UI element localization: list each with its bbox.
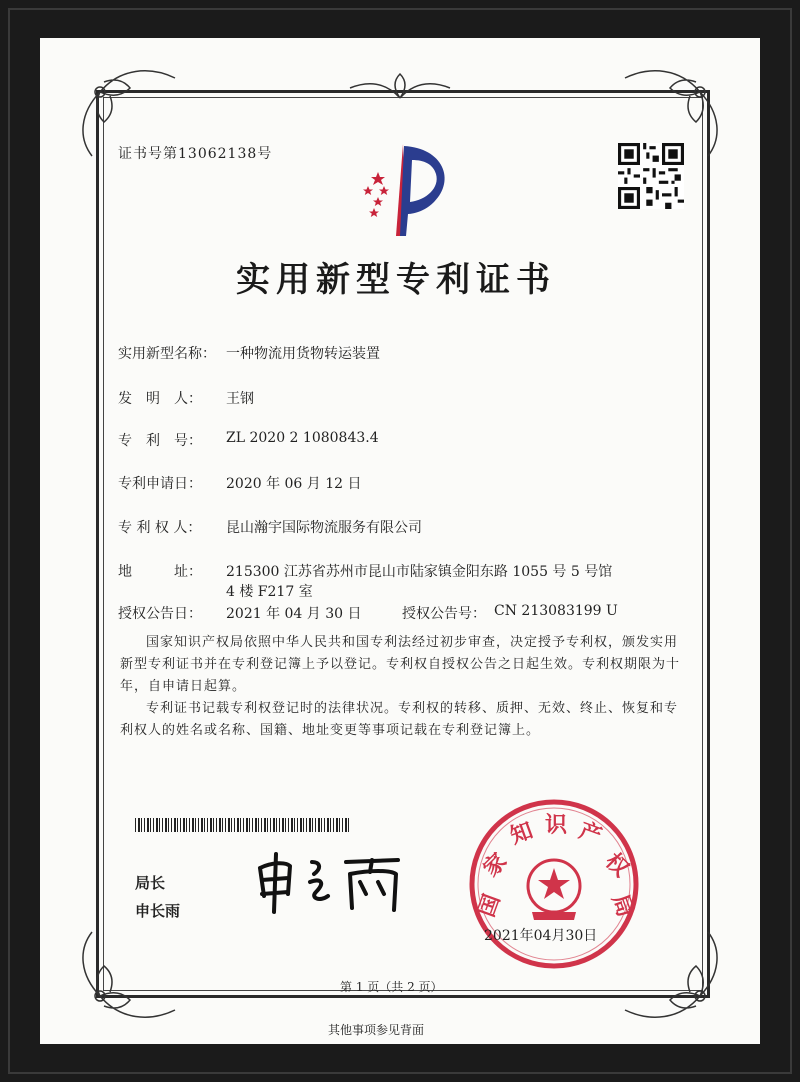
- name-label: 实用新型名称：: [118, 346, 216, 362]
- address-line1: 215300 江苏省苏州市昆山市陆家镇金阳东路 1055 号 5 号馆: [226, 564, 613, 580]
- patent-no-label: 专 利 号：: [118, 433, 202, 449]
- grant-date-label: 授权公告日：: [118, 606, 202, 622]
- legal-paragraph-1: 国家知识产权局依照中华人民共和国专利法经过初步审查，决定授予专利权，颁发实用新型专利证书并在专利登记簿上予以登记。专利权自授权公告之日起生效。专利权期限为十年，自申请日起算。: [120, 635, 681, 694]
- inventor-label: 发 明 人：: [118, 391, 202, 407]
- page-number: 第 1 页（共 2 页）: [340, 980, 443, 994]
- certificate-title: 实用新型专利证书: [236, 260, 556, 300]
- inventor-value: 王钢: [226, 391, 254, 407]
- qr-code: [618, 143, 684, 209]
- name-value: 一种物流用货物转运装置: [226, 346, 380, 362]
- barcode: [135, 818, 349, 832]
- svg-text:知: 知: [506, 817, 537, 850]
- top-center-ornament: [340, 68, 460, 108]
- address-label: 地 址：: [118, 564, 202, 580]
- patentee-label: 专 利 权 人：: [118, 520, 202, 536]
- certificate-number: 证书号第13062138号: [118, 146, 273, 162]
- grant-date-value: 2021 年 04 月 30 日: [226, 606, 362, 622]
- handwritten-signature: [250, 848, 410, 918]
- grant-no-label: 授权公告号：: [402, 606, 486, 622]
- svg-text:家: 家: [478, 848, 513, 883]
- director-name: 申长雨: [135, 902, 181, 920]
- svg-text:局: 局: [606, 890, 639, 921]
- corner-ornament-bottom-left: [60, 930, 180, 1030]
- svg-text:国: 国: [473, 890, 506, 921]
- svg-text:识: 识: [544, 812, 568, 838]
- grant-no-value: CN 213083199 U: [494, 603, 618, 619]
- patent-office-logo: [348, 140, 458, 240]
- official-seal: [466, 796, 642, 972]
- back-note: 其他事项参见背面: [328, 1023, 425, 1037]
- svg-text:产: 产: [575, 817, 606, 850]
- svg-text:权: 权: [599, 848, 634, 883]
- patent-no-value: ZL 2020 2 1080843.4: [226, 430, 379, 446]
- seal-date: 2021年04月30日: [484, 928, 598, 944]
- patentee-value: 昆山瀚宇国际物流服务有限公司: [226, 520, 422, 536]
- filing-date-value: 2020 年 06 月 12 日: [226, 476, 362, 492]
- legal-paragraph-2: 专利证书记载专利权登记时的法律状况。专利权的转移、质押、无效、终止、恢复和专利权人的姓名或名称、国籍、地址变更等事项记载在专利登记簿上。: [120, 701, 679, 738]
- director-title: 局长: [135, 874, 166, 892]
- address-line2: 4 楼 F217 室: [226, 584, 313, 600]
- filing-date-label: 专利申请日：: [118, 476, 202, 492]
